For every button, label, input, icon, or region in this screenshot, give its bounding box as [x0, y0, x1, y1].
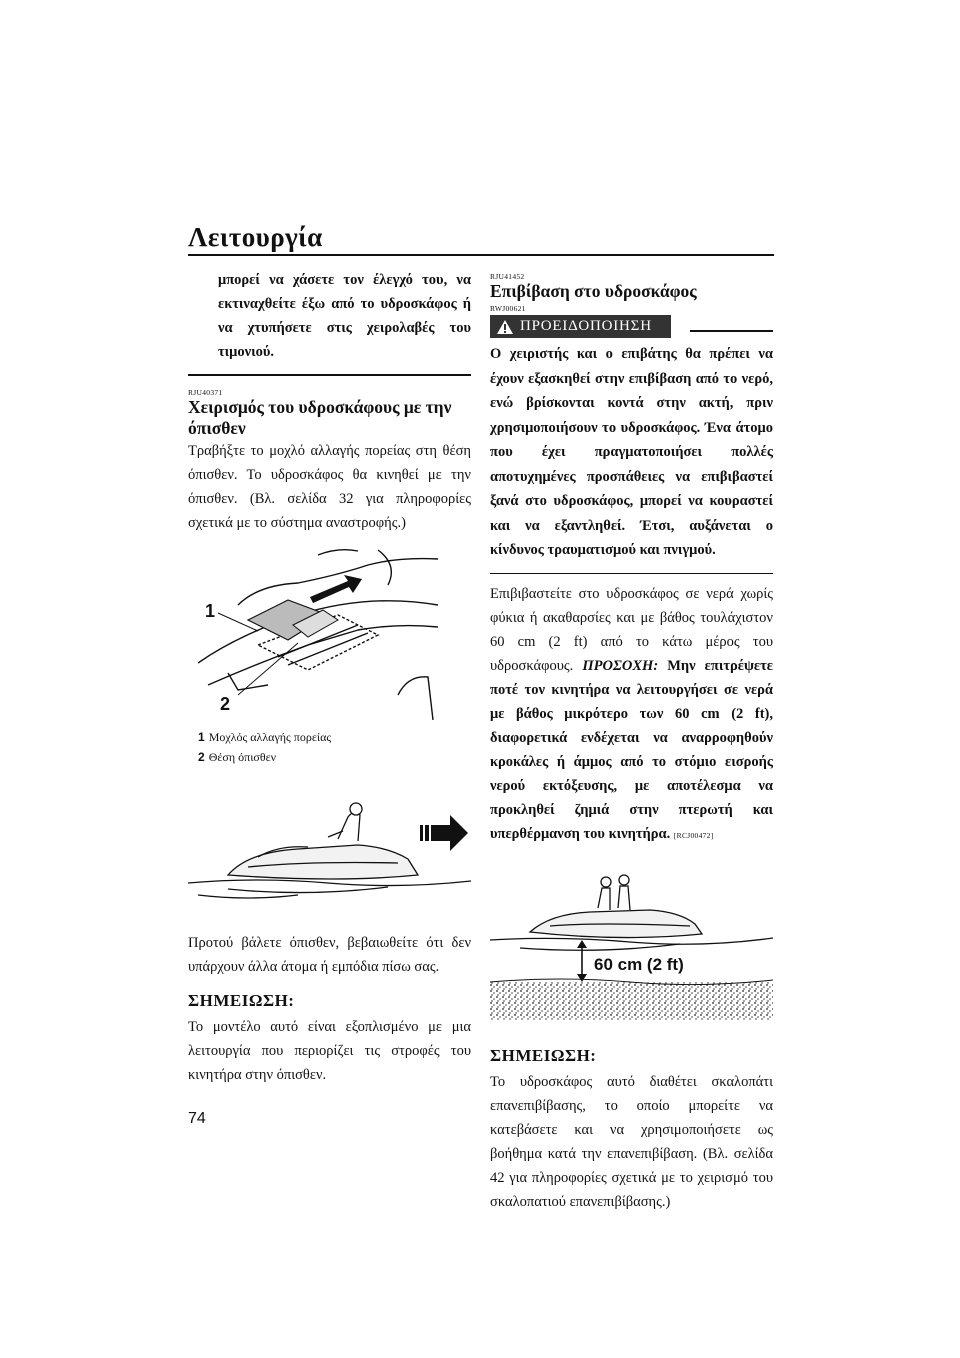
callout-2: 2: [220, 694, 231, 714]
shift-lever-figure: [198, 545, 438, 725]
left-column: [188, 268, 471, 1087]
note-body: Το μοντέλο αυτό είναι εξοπλισμένο με μια λειτουργία που περιορίζει τις στροφές του κινητήρα στην όπισθεν.: [188, 1019, 471, 1083]
warning-code: RWJ00621: [490, 304, 526, 313]
right-column: [490, 268, 773, 1214]
page-number: 74: [188, 1110, 206, 1127]
caution-label: ΠΡΟΣΟΧΗ:: [582, 657, 659, 674]
boarding-depth-illustration: [490, 870, 773, 1020]
reverse-body: Τραβήξτε το μοχλό αλλαγής πορείας στη θέση όπισθεν. Το υδροσκάφος θα κινηθεί με την όπισθεν. (Βλ. σελίδα 32 για πληροφορίες σχετικά με το σύστημα αναστροφής.): [188, 443, 471, 531]
reversing-watercraft-illustration: [188, 797, 471, 907]
shift-lever-illustration: [198, 545, 438, 725]
boarding-body: Επιβιβαστείτε στο υδροσκάφος σε νερά χωρίς φύκια ή ακαθαρσίες και με βάθος τουλάχιστον 60 cm (2 ft) από το κάτω μέρος του υδροσκάφους. ΠΡΟΣΟΧΗ: Μην επιτρέψετε ποτέ τον κινητήρα να λειτουργήσει σε νερά με βάθος μικρότερο των 60 cm (2 ft), διαφορετικά ενδέχεται να αναρροφηθούν κροκάλες ή άμμος από το στόμιο εισροής νερού εκτόξευσης, με αποτέλεσμα να προκληθεί ζημιά στην πτερωτή και υπερθέρμανση του κινητήρα. [RCJ00472]: [490, 585, 774, 842]
callout-1: 1: [205, 601, 216, 621]
caption-item: 1 Μοχλός αλλαγής πορείας: [198, 730, 332, 744]
page-title: Λειτουργία: [188, 222, 323, 252]
caution-text: Μην επιτρέψετε ποτέ τον κινητήρα να λειτουργήσει σε νερά με βάθος μικρότερο των 60 cm (2 ft), διαφορετικά ενδέχεται να αναρροφηθούν κροκάλες ή άμμος από το στόμιο εισροής νερού εκτόξευσης, με αποτέλεσμα να προκληθεί ζημιά στην πτερωτή και υπερθέρμανση του κινητήρα.: [490, 657, 774, 842]
note-heading: ΣΗΜΕΙΩΣΗ:: [188, 991, 295, 1010]
warning-rule: [690, 330, 773, 332]
section-code: RJU40371: [188, 388, 223, 397]
depth-figure: [490, 870, 773, 1020]
section-title-boarding: Επιβίβαση στο υδροσκάφος: [490, 281, 697, 301]
pre-reverse-text: Προτού βάλετε όπισθεν, βεβαιωθείτε ότι δεν υπάρχουν άλλα άτομα ή εμπόδια πίσω σας.: [188, 935, 471, 975]
reversing-figure: [188, 797, 471, 907]
depth-label: 60 cm (2 ft): [594, 954, 684, 974]
title-rule: [188, 254, 774, 256]
figure-captions: [198, 727, 471, 767]
note-body: Το υδροσκάφος αυτό διαθέτει σκαλοπάτι επανεπιβίβασης, το οποίο μπορείτε να κατεβάσετε και να χρησιμοποιήσετε ως βοήθημα κατά την επανεπιβίβαση. (Βλ. σελίδα 42 για πληροφορίες σχετικά με το χειρισμό του σκαλοπατιού επανεπιβίβασης.): [490, 1073, 773, 1210]
warning-end-rule: [490, 573, 773, 574]
warning-label: ΠΡΟΕΙΔΟΠΟΙΗΣΗ: [520, 318, 652, 334]
section-title-reverse: Χειρισμός του υδροσκάφους με την όπισθεν: [188, 397, 452, 438]
warning-text: Ο χειριστής και ο επιβάτης θα πρέπει να έχουν εξασκηθεί στην επιβίβαση από το νερό, ενώ βρίσκονται κοντά στην ακτή, πριν χρησιμοποιήσουν το υδροσκάφος. Ένα άτομο που έχει πραγματοποιήσει πολλές αποτυχημένες προσπάθειες να επιβιβαστεί ξανά στο υδροσκάφος, μπορεί να κουραστεί και να εξαντληθεί. Έτσι, αυξάνεται ο κίνδυνος τραυματισμού και πνιγμού.: [490, 346, 773, 558]
warning-badge: [490, 315, 671, 338]
caution-code: [RCJ00472]: [673, 830, 714, 840]
caption-item: 2 Θέση όπισθεν: [198, 750, 277, 764]
warning-header: [490, 315, 773, 338]
warning-triangle-icon: [496, 319, 514, 335]
warning-end-rule: [188, 374, 471, 376]
section-code: RJU41452: [490, 272, 525, 281]
warning-continuation: μπορεί να χάσετε τον έλεγχό του, να εκτιναχθείτε έξω από το υδροσκάφος ή να χτυπήσετε στις χειρολαβές του τιμονιού.: [218, 272, 471, 360]
note-heading: ΣΗΜΕΙΩΣΗ:: [490, 1045, 597, 1065]
